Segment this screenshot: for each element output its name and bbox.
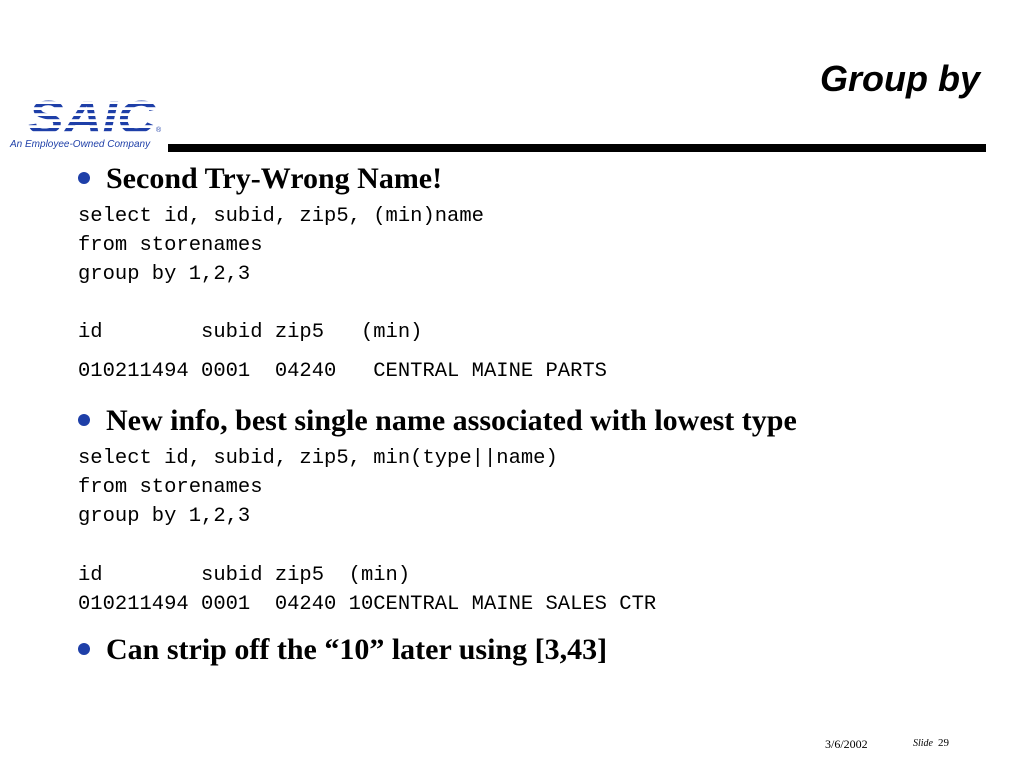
- saic-logo: [10, 96, 170, 154]
- slide-label: Slide: [913, 738, 933, 749]
- slide-number: 29: [938, 737, 949, 749]
- bullet-item: [78, 404, 797, 438]
- result-row: 010211494 0001 04240 CENTRAL MAINE PARTS: [78, 360, 607, 383]
- title-rule: [168, 144, 986, 152]
- bullet-dot-icon: [78, 643, 90, 655]
- result-row: 010211494 0001 04240 10CENTRAL MAINE SALES CTR: [78, 593, 657, 616]
- bullet-text: Second Try-Wrong Name!: [106, 162, 443, 195]
- bullet-item: [78, 162, 442, 196]
- result-header: id subid zip5 (min): [78, 564, 411, 587]
- bullet-dot-icon: [78, 414, 90, 426]
- registered-mark: ®: [156, 127, 162, 134]
- bullet-dot-icon: [78, 172, 90, 184]
- bullet-text: New info, best single name associated with lowest type: [106, 404, 797, 437]
- bullet-text: Can strip off the “10” later using [3,43]: [106, 633, 608, 666]
- bullet-item: [78, 633, 607, 667]
- sql-query: select id, subid, zip5, min(type||name) from storenames group by 1,2,3: [78, 447, 558, 528]
- slide-title: Group by: [820, 58, 980, 99]
- sql-query: select id, subid, zip5, (min)name from storenames group by 1,2,3: [78, 205, 484, 286]
- saic-logo-mark: [10, 96, 170, 138]
- logo-tagline: An Employee-Owned Company: [10, 139, 151, 150]
- footer-date: 3/6/2002: [825, 737, 868, 751]
- result-header: id subid zip5 (min): [78, 321, 423, 344]
- footer-slide-number: [913, 737, 949, 749]
